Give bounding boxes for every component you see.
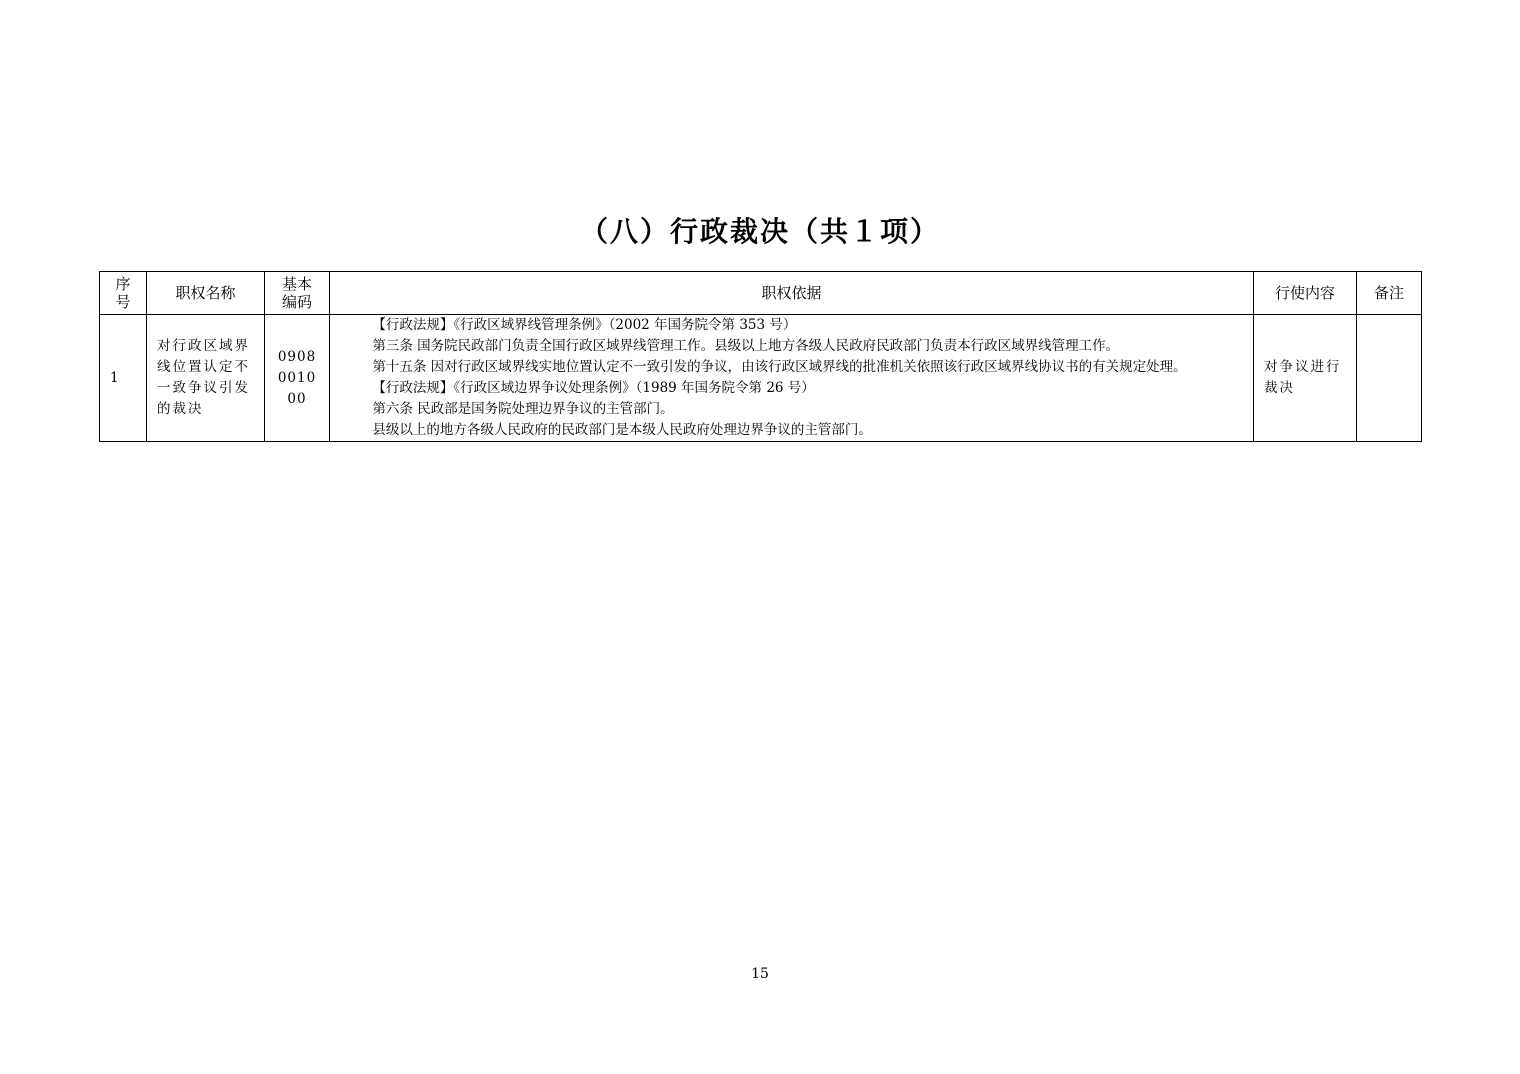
basis-line: 第三条 国务院民政部门负责全国行政区域界线管理工作。县级以上地方各级人民政府民政部门负责本行政区域界线管理工作。 (372, 338, 1120, 354)
row-content: 对争议进行裁决 (1254, 315, 1357, 442)
basis-line: 县级以上的地方各级人民政府的民政部门是本级人民政府处理边界争议的主管部门。 (372, 422, 872, 438)
row-code (265, 315, 330, 442)
header-remark: 备注 (1357, 272, 1422, 315)
row-power-name: 对行政区域界线位置认定不一致争议引发的裁决 (147, 315, 265, 442)
header-seq (100, 272, 147, 315)
basis-line: 【行政法规】《行政区域界线管理条例》（2002 年国务院令第 353 号） (372, 317, 797, 333)
basis-line: 第六条 民政部是国务院处理边界争议的主管部门。 (372, 401, 674, 417)
row-basis (330, 315, 1254, 442)
basis-line: 【行政法规】《行政区域边界争议处理条例》（1989 年国务院令第 26 号） (372, 380, 815, 396)
header-content: 行使内容 (1254, 272, 1357, 315)
header-basis: 职权依据 (330, 272, 1254, 315)
power-list-table (99, 271, 1422, 442)
header-seq-label: 序号 (115, 275, 131, 311)
page-number: 15 (751, 966, 769, 982)
row-seq: 1 (100, 315, 147, 442)
basis-line: 第十五条 因对行政区域界线实地位置认定不一致引发的争议，由该行政区域界线的批准机关依照该行政区域界线协议书的有关规定处理。 (372, 359, 1187, 375)
header-code (265, 272, 330, 315)
table-row (100, 315, 1422, 442)
page-title: （八）行政裁决（共１项） (579, 215, 940, 248)
table-header-row (100, 272, 1422, 315)
row-code-value: 0908001000 (277, 348, 317, 407)
header-name: 职权名称 (147, 272, 265, 315)
header-code-label: 基本编码 (281, 275, 312, 311)
row-remark (1357, 315, 1422, 442)
